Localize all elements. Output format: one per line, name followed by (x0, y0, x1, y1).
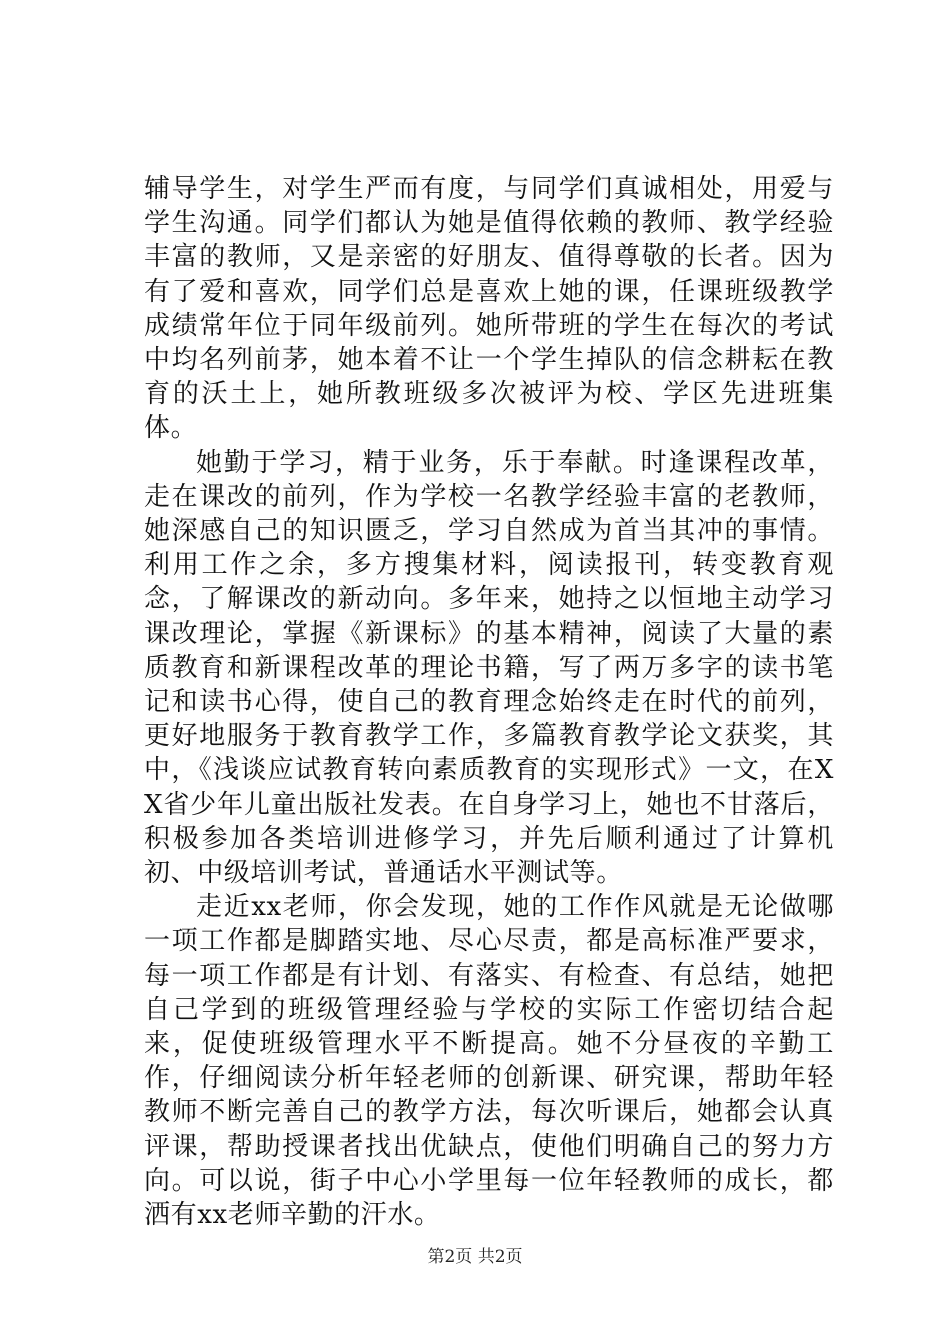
body-paragraph: 她勤于学习，精于业务，乐于奉献。时逢课程改革，走在课改的前列，作为学校一名教学经验丰富的老教师，她深感自己的知识匮乏，学习自然成为首当其冲的事情。利用工作之余，多方搜集材料，阅读报刊，转变教育观念，了解课改的新动向。多年来，她持之以恒地主动学习课改理论，掌握《新课标》的基本精神，阅读了大量的素质教育和新课程改革的理论书籍，写了两万多字的读书笔记和读书心得，使自己的教育理念始终走在时代的前列，更好地服务于教育教学工作，多篇教育教学论文获奖，其中，《浅谈应试教育转向素质教育的实现形式》一文，在XX省少年儿童出版社发表。在自身学习上，她也不甘落后，积极参加各类培训进修学习，并先后顺利通过了计算机初、中级培训考试，普通话水平测试等。 (144, 447, 834, 889)
body-paragraph: 辅导学生，对学生严而有度，与同学们真诚相处，用爱与学生沟通。同学们都认为她是值得依赖的教师、教学经验丰富的教师，又是亲密的好朋友、值得尊敬的长者。因为有了爱和喜欢，同学们总是喜欢上她的课，任课班级教学成绩常年位于同年级前列。她所带班的学生在每次的考试中均名列前茅，她本着不让一个学生掉队的信念耕耘在教育的沃土上，她所教班级多次被评为校、学区先进班集体。 (144, 174, 834, 444)
page-number-footer: 第2页 共2页 (427, 1247, 523, 1267)
body-paragraph: 走近xx老师，你会发现，她的工作作风就是无论做哪一项工作都是脚踏实地、尽心尽责，都是高标准严要求，每一项工作都是有计划、有落实、有检查、有总结，她把自己学到的班级管理经验与学校的实际工作密切结合起来，促使班级管理水平不断提高。她不分昼夜的辛勤工作，仔细阅读分析年轻老师的创新课、研究课，帮助年轻教师不断完善自己的教学方法，每次听课后，她都会认真评课，帮助授课者找出优缺点，使他们明确自己的努力方向。可以说，街子中心小学里每一位年轻教师的成长，都洒有xx老师辛勤的汗水。 (144, 892, 834, 1231)
document-body (144, 172, 834, 1232)
